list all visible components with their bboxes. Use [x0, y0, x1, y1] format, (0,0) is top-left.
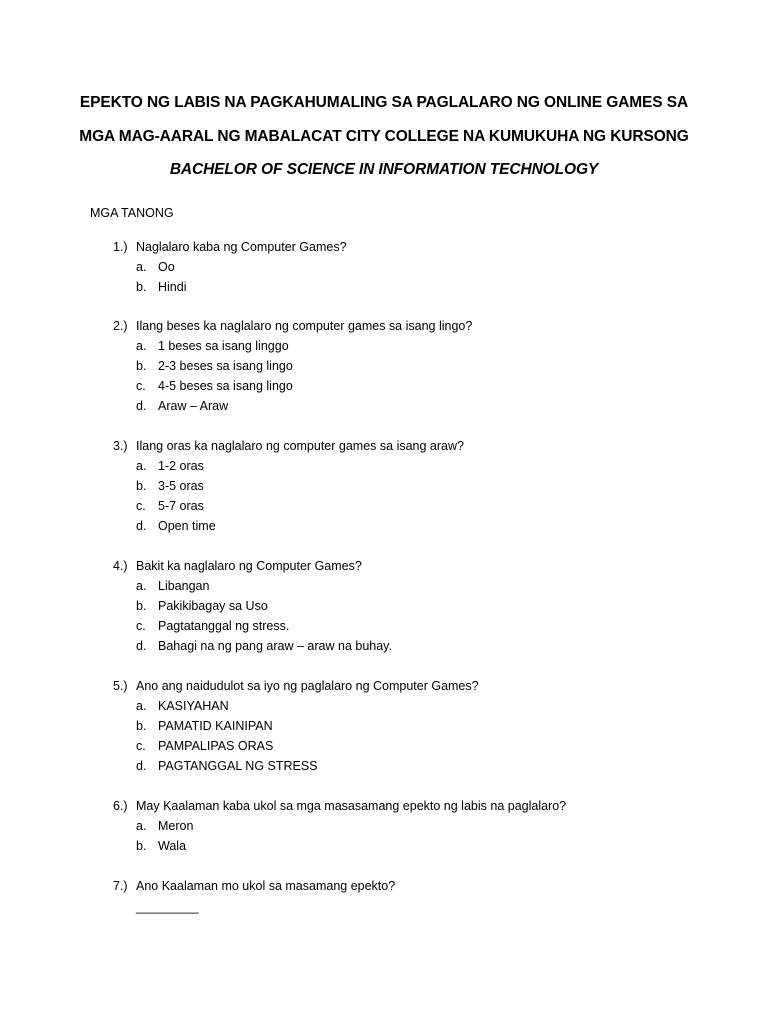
question-4: [0, 559, 768, 659]
option-text: 1-2 oras: [158, 459, 204, 473]
option-text: 2-3 beses sa isang lingo: [158, 359, 293, 373]
question-2: [0, 319, 768, 419]
option-text: KASIYAHAN: [158, 699, 229, 713]
option-letter: b.: [136, 280, 147, 294]
option: [0, 519, 768, 539]
option-text: PAGTANGGAL NG STRESS: [158, 759, 318, 773]
option: [0, 359, 768, 379]
option-letter: d.: [136, 519, 147, 533]
option-text: 1 beses sa isang linggo: [158, 339, 289, 353]
option: [0, 619, 768, 639]
option-text: Araw – Araw: [158, 399, 229, 413]
option: [0, 639, 768, 659]
question-text: Bakit ka naglalaro ng Computer Games?: [136, 559, 362, 573]
option-text: 5-7 oras: [158, 499, 204, 513]
option-text: 3-5 oras: [158, 479, 204, 493]
title-line-1: EPEKTO NG LABIS NA PAGKAHUMALING SA PAGLALARO NG ONLINE GAMES SA: [79, 94, 689, 111]
option-letter: d.: [136, 639, 147, 653]
option-letter: c.: [136, 499, 146, 513]
question-number: 7.): [113, 879, 128, 893]
question-text: Naglalaro kaba ng Computer Games?: [136, 240, 347, 254]
option-text: PAMATID KAINIPAN: [158, 719, 273, 733]
option-text: Open time: [158, 519, 216, 533]
title-line-3: BACHELOR OF SCIENCE IN INFORMATION TECHNOLOGY: [169, 161, 599, 178]
option: [0, 719, 768, 739]
section-heading: MGA TANONG: [90, 206, 174, 220]
option-letter: a.: [136, 260, 147, 274]
option: [0, 739, 768, 759]
answer-blank: _________: [136, 900, 199, 914]
option-text: Bahagi na ng pang araw – araw na buhay.: [158, 639, 392, 653]
question-number: 5.): [113, 679, 128, 693]
question-text: May Kaalaman kaba ukol sa mga masasamang epekto ng labis na paglalaro?: [136, 799, 567, 813]
question-3: [0, 439, 768, 539]
option-letter: a.: [136, 339, 147, 353]
option-letter: a.: [136, 699, 147, 713]
option-letter: a.: [136, 459, 147, 473]
option: [0, 459, 768, 479]
option-letter: b.: [136, 479, 147, 493]
question-text: Ilang beses ka naglalaro ng computer games sa isang lingo?: [136, 319, 473, 333]
option: [0, 599, 768, 619]
question-5: [0, 679, 768, 779]
option: [0, 579, 768, 599]
question-1: [0, 240, 768, 300]
question-number: 1.): [113, 240, 128, 254]
question-text: Ano ang naidudulot sa iyo ng paglalaro ng Computer Games?: [136, 679, 479, 693]
option-text: Wala: [158, 839, 187, 853]
option-letter: b.: [136, 359, 147, 373]
question-number: 4.): [113, 559, 128, 573]
option: [0, 260, 768, 280]
question-text: Ilang oras ka naglalaro ng computer games sa isang araw?: [136, 439, 464, 453]
option: [0, 499, 768, 519]
question-number: 6.): [113, 799, 128, 813]
option-text: Meron: [158, 819, 194, 833]
option-letter: b.: [136, 719, 147, 733]
title-line-2: MGA MAG-AARAL NG MABALACAT CITY COLLEGE NA KUMUKUHA NG KURSONG: [79, 128, 689, 145]
option: [0, 479, 768, 499]
option-letter: c.: [136, 379, 146, 393]
option-text: Pakikibagay sa Uso: [158, 599, 268, 613]
option-letter: d.: [136, 399, 147, 413]
option-text: Pagtatanggal ng stress.: [158, 619, 290, 633]
option: [0, 819, 768, 839]
option: [0, 280, 768, 300]
option-letter: a.: [136, 819, 147, 833]
question-7: [0, 879, 768, 899]
option-text: PAMPALIPAS ORAS: [158, 739, 274, 753]
option: [0, 379, 768, 399]
question-number: 3.): [113, 439, 128, 453]
option-text: Libangan: [158, 579, 210, 593]
option-letter: b.: [136, 839, 147, 853]
question-text: Ano Kaalaman mo ukol sa masamang epekto?: [136, 879, 396, 893]
option-letter: c.: [136, 619, 146, 633]
option: [0, 759, 768, 779]
question-6: [0, 799, 768, 859]
option-letter: a.: [136, 579, 147, 593]
option-letter: b.: [136, 599, 147, 613]
question-number: 2.): [113, 319, 128, 333]
option-text: Oo: [158, 260, 175, 274]
option-letter: c.: [136, 739, 146, 753]
option-letter: d.: [136, 759, 147, 773]
option: [0, 339, 768, 359]
option-text: 4-5 beses sa isang lingo: [158, 379, 293, 393]
option-text: Hindi: [158, 280, 187, 294]
option: [0, 699, 768, 719]
option: [0, 839, 768, 859]
option: [0, 399, 768, 419]
